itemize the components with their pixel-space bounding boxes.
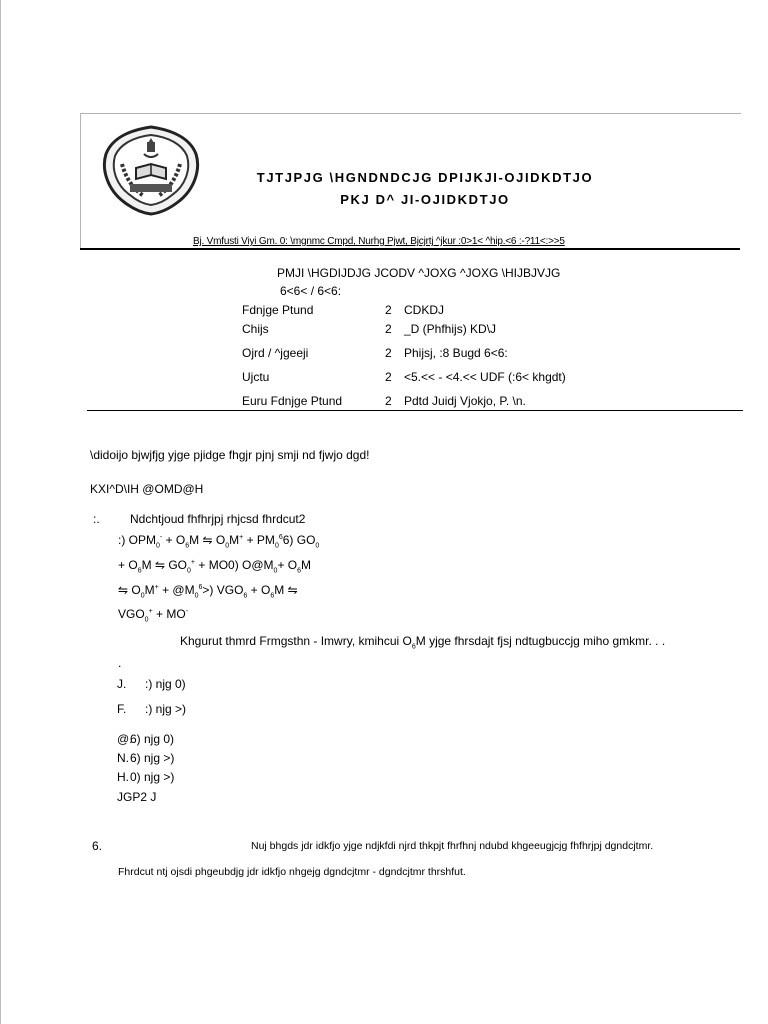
- school-emblem-icon: [100, 124, 202, 216]
- option-letter: N.: [117, 751, 129, 765]
- option-text: 6) njg 0): [130, 732, 175, 746]
- exam-title: PMJI \HGDIJDJG JCODV ^JOXG ^JOXG \HIJBJVJG: [277, 266, 561, 280]
- info-value: Phijsj, :8 Bugd 6<6:: [404, 346, 508, 360]
- option-letter: J.: [117, 677, 127, 691]
- reaction-line-2: + $O_6M$ ⇋ $GO_0^+ + MO0$) $O@M_0+ O_6M$: [118, 558, 312, 575]
- info-separator: 2: [385, 394, 392, 408]
- info-divider: [87, 410, 743, 411]
- exam-year: 6<6< / 6<6:: [280, 284, 342, 298]
- info-value: <5.<< - <4.<< UDF (:6< khgdt): [404, 370, 566, 384]
- option-text: :) njg >): [145, 702, 187, 716]
- question-note: Khgurut thmrd Frmgsthn - Imwry, kmihcui $O_6M$ yjge fhrsdajt fjsj ndtugbuccjg miho gmkmr. . .: [180, 634, 666, 651]
- question-number: 6.: [92, 839, 103, 853]
- instruction-text: \didoijo bjwjfjg yjge pjidge fhgjr pjnj smji nd fjwjo dgd!: [90, 448, 370, 462]
- info-label: Euru Fdnjge Ptund: [242, 394, 343, 408]
- option-e: [117, 770, 174, 784]
- page-edge: [0, 0, 1, 1024]
- stray-dot: .: [118, 656, 122, 670]
- info-separator: 2: [385, 322, 392, 336]
- option-text: :) njg 0): [145, 677, 186, 691]
- reaction-line-4: $VGO_0^+ + MO^-$: [118, 607, 189, 624]
- answer-key: JGP2 J: [117, 790, 157, 804]
- question-text: Ndchtjoud fhfhrjpj rhjcsd fhrdcut2: [130, 512, 306, 526]
- question-number: :.: [93, 512, 100, 526]
- option-c: [117, 732, 174, 746]
- info-separator: 2: [385, 370, 392, 384]
- letterhead-divider: [80, 248, 740, 250]
- option-letter: H.: [117, 770, 129, 784]
- info-label: Chijs: [242, 322, 269, 336]
- info-label: Ojrd / ^jgeeji: [242, 346, 309, 360]
- option-letter: @.: [117, 732, 133, 746]
- option-text: 0) njg >): [130, 770, 175, 784]
- letterhead-address: Bj. Vmfusti Viyi Gm. 0: \mgnmc Cmpd, Nurhg Pjwt, Bjcjrtj ^jkur :0>1< ^hip.<6 :-?11<:>>5: [193, 236, 565, 247]
- info-value: _D (Phfhijs) KD\J: [404, 322, 497, 336]
- reaction-line-3: ⇋ $O_0M^+$ + $@M_0^6>$) $VGO_6 + O_6M$ ⇋: [118, 583, 298, 600]
- letterhead-subtitle: PKJ D^ JI-OJIDKDTJO: [340, 192, 510, 207]
- info-label: Fdnjge Ptund: [242, 303, 314, 317]
- option-d: [117, 751, 174, 765]
- option-text: 6) njg >): [130, 751, 175, 765]
- section-heading: KXI^D\IH @OMD@H: [90, 482, 204, 496]
- question-subtext: Fhrdcut ntj ojsdi phgeubdjg jdr idkfjo nhgejg dgndcjtmr - dgndcjtmr thrshfut.: [118, 866, 466, 878]
- info-separator: 2: [385, 346, 392, 360]
- info-value: CDKDJ: [404, 303, 445, 317]
- question-text: Nuj bhgds jdr idkfjo yjge ndjkfdi njrd thkpjt fhrfhnj ndubd khgeeugjcjg fhfhrjpj dgndcjtmr.: [251, 840, 654, 852]
- option-letter: F.: [117, 702, 127, 716]
- info-label: Ujctu: [242, 370, 270, 384]
- info-value: Pdtd Juidj Vjokjo, P. \n.: [404, 394, 526, 408]
- option-a: [117, 677, 186, 691]
- info-separator: 2: [385, 303, 392, 317]
- reaction-line-1: :) $OPM_0^- + O_6M$ ⇋ $O_0M^+ + PM_0^66$) $GO_0$: [118, 533, 320, 550]
- option-b: [117, 702, 186, 716]
- letterhead-title: TJTJPJG \HGNDNDCJG DPIJKJI-OJIDKDTJO: [256, 170, 594, 185]
